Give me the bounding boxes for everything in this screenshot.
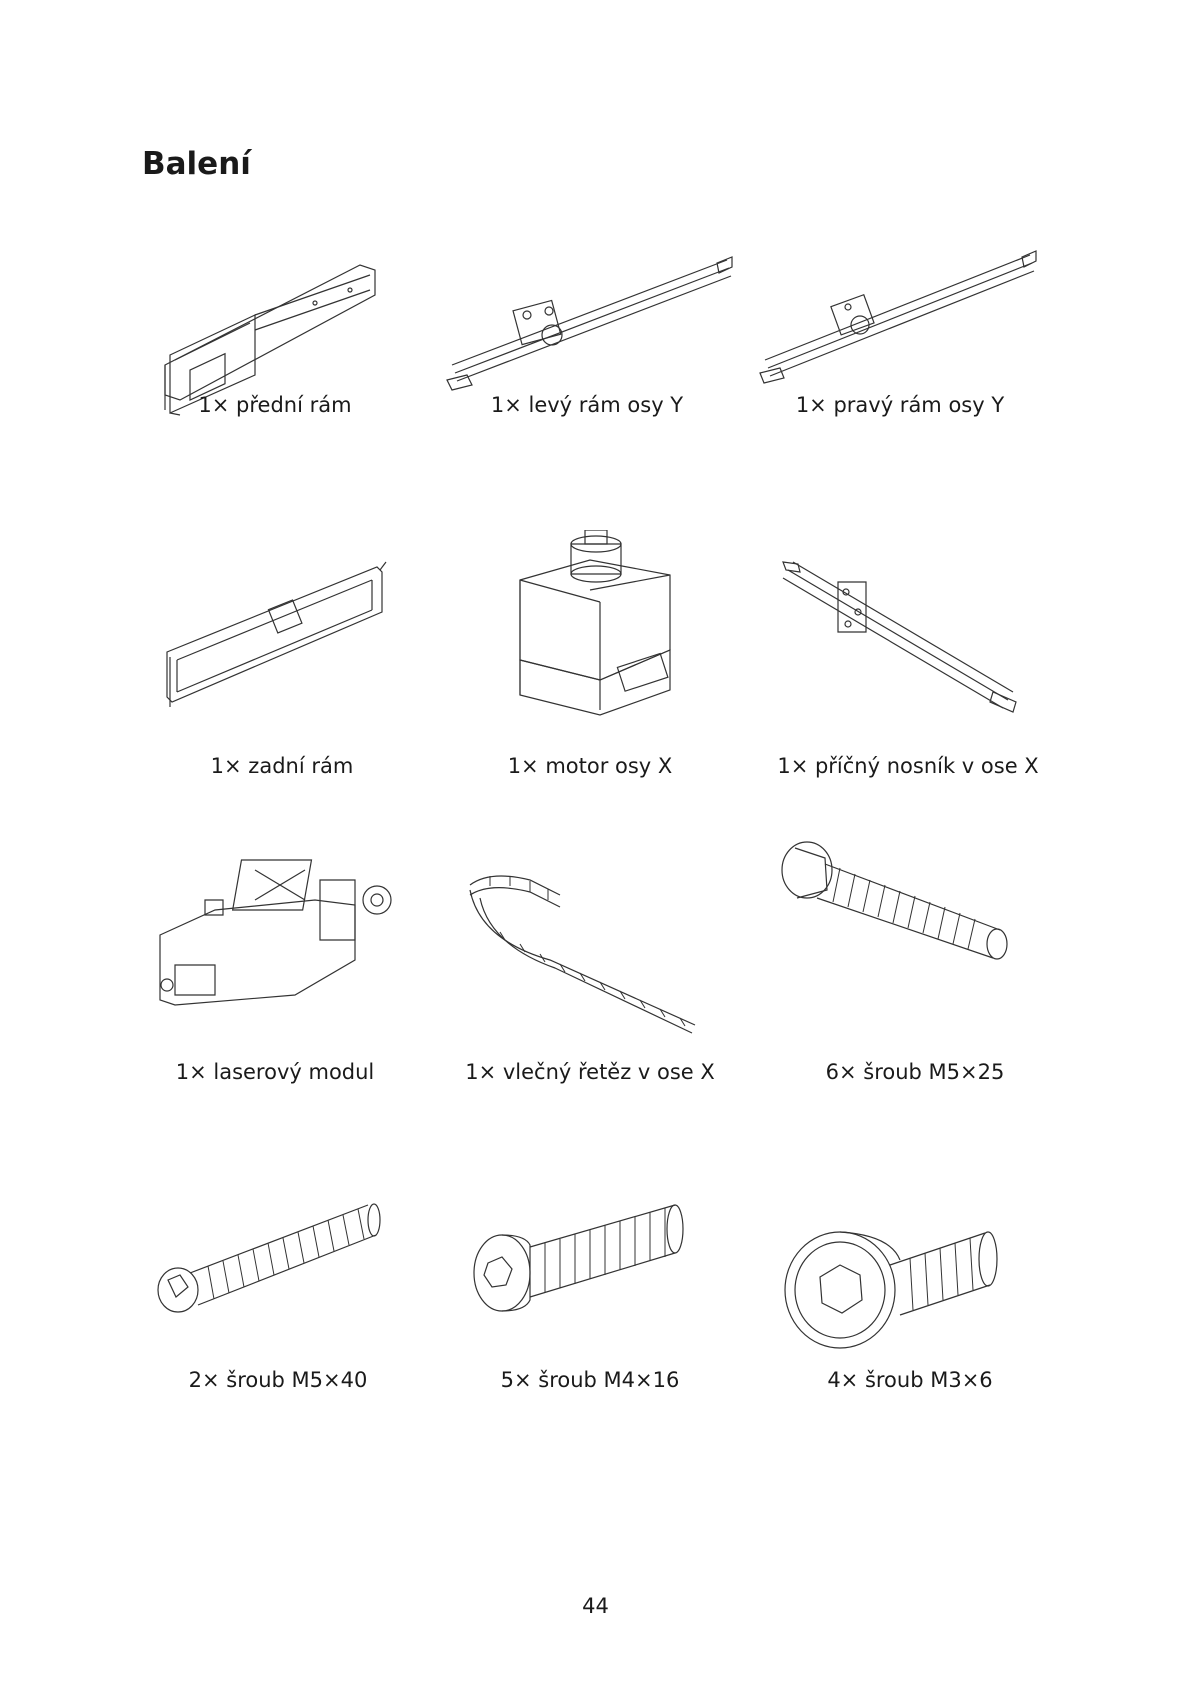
part-laser-module (115, 840, 435, 1120)
part-label: 6× šroub M5×25 (825, 1060, 1005, 1084)
screw-m5x25-icon (755, 840, 1075, 1050)
rear-frame-icon (122, 542, 442, 752)
part-left-y-frame (427, 235, 747, 515)
part-label: 1× laserový modul (175, 1060, 375, 1084)
part-label: 1× přední rám (198, 393, 352, 417)
part-drag-chain (430, 840, 750, 1120)
part-label: 2× šroub M5×40 (188, 1368, 368, 1392)
part-label: 1× zadní rám (210, 754, 354, 778)
part-rear-frame (122, 542, 442, 822)
part-screw-m5x25 (755, 840, 1075, 1120)
part-front-frame (115, 235, 435, 515)
part-label: 4× šroub M3×6 (827, 1368, 993, 1392)
part-screw-m5x40 (118, 1165, 438, 1445)
part-label: 1× pravý rám osy Y (795, 393, 1005, 417)
part-x-motor (430, 530, 750, 810)
screw-m3x6-icon (750, 1165, 1070, 1375)
laser-module-icon (115, 840, 435, 1050)
x-beam-icon (748, 542, 1068, 752)
part-x-beam (748, 542, 1068, 822)
page-number: 44 (582, 1594, 609, 1618)
x-motor-icon (430, 530, 750, 740)
screw-m5x40-icon (118, 1165, 438, 1375)
page-title: Balení (142, 146, 251, 182)
part-screw-m4x16 (430, 1165, 750, 1445)
screw-m4x16-icon (430, 1165, 750, 1375)
part-label: 1× příčný nosník v ose X (777, 754, 1039, 778)
part-right-y-frame (740, 235, 1060, 515)
part-label: 1× motor osy X (507, 754, 673, 778)
part-label: 1× levý rám osy Y (490, 393, 684, 417)
part-label: 1× vlečný řetěz v ose X (465, 1060, 715, 1084)
part-label: 5× šroub M4×16 (500, 1368, 680, 1392)
part-screw-m3x6 (750, 1165, 1070, 1445)
drag-chain-icon (430, 840, 750, 1050)
